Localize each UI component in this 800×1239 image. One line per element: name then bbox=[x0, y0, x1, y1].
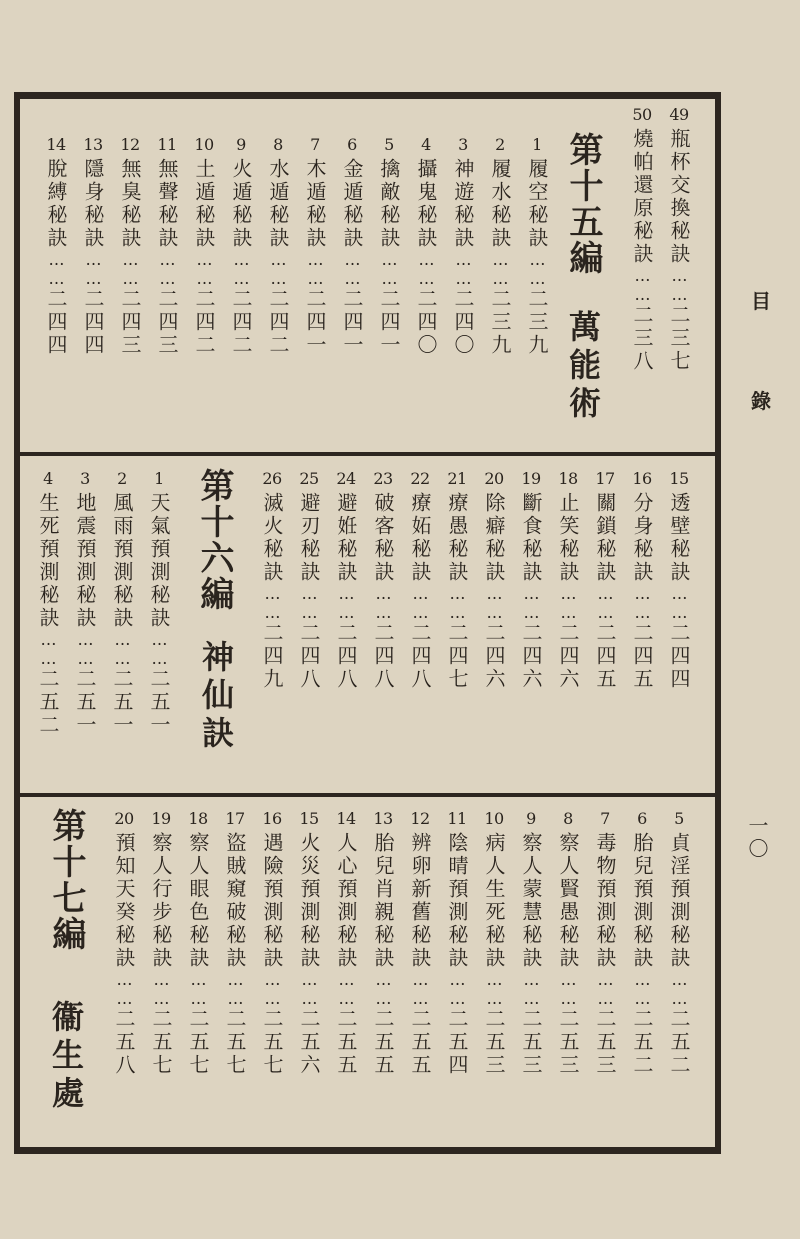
entry-title: 擒敵秘訣 bbox=[377, 158, 401, 250]
toc-entry bbox=[294, 810, 324, 1077]
entry-number: 11 bbox=[157, 135, 177, 154]
leader-dots: …… bbox=[417, 250, 436, 288]
entry-number: 12 bbox=[410, 809, 430, 828]
leader-dots: …… bbox=[232, 250, 251, 288]
entry-title: 土遁秘訣 bbox=[192, 158, 216, 250]
leader-dots: …… bbox=[522, 970, 541, 1008]
leader-dots: …… bbox=[670, 584, 689, 622]
leader-dots: …… bbox=[448, 970, 467, 1008]
entry-number: 23 bbox=[373, 469, 393, 488]
entry-title: 察人眼色秘訣 bbox=[186, 832, 210, 970]
entry-number: 10 bbox=[194, 135, 214, 154]
entry-number: 1 bbox=[532, 135, 542, 154]
leader-dots: …… bbox=[411, 970, 430, 1008]
entry-title: 斷食秘訣 bbox=[519, 492, 543, 584]
leader-dots: …… bbox=[189, 970, 208, 1008]
entry-page: 二五一 bbox=[73, 668, 97, 737]
leader-dots: …… bbox=[670, 266, 689, 304]
entry-title: 療愚秘訣 bbox=[445, 492, 469, 584]
entry-number: 2 bbox=[495, 135, 505, 154]
toc-entry bbox=[78, 136, 108, 357]
toc-entry bbox=[590, 810, 620, 1077]
entry-page: 二四〇 bbox=[414, 288, 438, 357]
leader-dots: …… bbox=[158, 250, 177, 288]
entry-page: 二五二 bbox=[667, 1008, 691, 1077]
entry-page: 二五七 bbox=[186, 1008, 210, 1077]
entry-title: 止笑秘訣 bbox=[556, 492, 580, 584]
toc-entry bbox=[146, 810, 176, 1077]
entry-page: 二四四 bbox=[44, 288, 68, 357]
entry-page: 二四一 bbox=[303, 288, 327, 357]
entry-title: 金遁秘訣 bbox=[340, 158, 364, 250]
entry-page: 二五一 bbox=[110, 668, 134, 737]
leader-dots: …… bbox=[152, 970, 171, 1008]
entry-number: 3 bbox=[80, 469, 90, 488]
entry-number: 15 bbox=[299, 809, 319, 828]
leader-dots: …… bbox=[343, 250, 362, 288]
entry-page: 二四六 bbox=[556, 622, 580, 691]
entry-number: 16 bbox=[262, 809, 282, 828]
entry-title: 胎兒肖親秘訣 bbox=[371, 832, 395, 970]
entry-page: 二五三 bbox=[519, 1008, 543, 1077]
toc-entry bbox=[331, 810, 361, 1077]
entry-number: 4 bbox=[43, 469, 53, 488]
leader-dots: …… bbox=[670, 970, 689, 1008]
leader-dots: …… bbox=[300, 970, 319, 1008]
entry-title: 生死預測秘訣 bbox=[36, 492, 60, 630]
toc-entry bbox=[664, 810, 694, 1077]
leader-dots: …… bbox=[411, 584, 430, 622]
entry-title: 辨卵新舊秘訣 bbox=[408, 832, 432, 970]
toc-entry bbox=[294, 470, 324, 691]
entry-page: 二四一 bbox=[377, 288, 401, 357]
entry-page: 二四二 bbox=[229, 288, 253, 357]
toc-entry bbox=[664, 470, 694, 691]
entry-title: 分身秘訣 bbox=[630, 492, 654, 584]
leader-dots: …… bbox=[380, 250, 399, 288]
entry-title: 無臭秘訣 bbox=[118, 158, 142, 250]
toc-entry bbox=[257, 810, 287, 1077]
toc-entry bbox=[226, 136, 256, 357]
entry-number: 5 bbox=[674, 809, 684, 828]
page-number: 一〇 bbox=[745, 815, 769, 861]
toc-entry bbox=[516, 470, 546, 691]
entry-number: 8 bbox=[563, 809, 573, 828]
entry-title: 隱身秘訣 bbox=[81, 158, 105, 250]
entry-page: 二五六 bbox=[297, 1008, 321, 1077]
toc-entry bbox=[107, 470, 137, 737]
entry-page: 二四五 bbox=[630, 622, 654, 691]
toc-entry bbox=[257, 470, 287, 691]
entry-title: 人心預測秘訣 bbox=[334, 832, 358, 970]
leader-dots: …… bbox=[115, 970, 134, 1008]
toc-entry bbox=[70, 470, 100, 737]
entry-title: 木遁秘訣 bbox=[303, 158, 327, 250]
entry-number: 7 bbox=[310, 135, 320, 154]
leader-dots: …… bbox=[633, 584, 652, 622]
toc-entry bbox=[485, 136, 515, 357]
toc-entry bbox=[405, 470, 435, 691]
entry-number: 17 bbox=[225, 809, 245, 828]
entry-page: 二四三 bbox=[155, 288, 179, 357]
entry-page: 二五三 bbox=[593, 1008, 617, 1077]
entry-title: 破客秘訣 bbox=[371, 492, 395, 584]
divider-top bbox=[14, 452, 721, 456]
entry-page: 二五二 bbox=[36, 668, 60, 737]
entry-page: 二三八 bbox=[630, 304, 654, 373]
toc-entry bbox=[553, 470, 583, 691]
entry-page: 二四九 bbox=[260, 622, 284, 691]
section16-title: 第十六編 bbox=[194, 468, 234, 612]
toc-entry bbox=[109, 810, 139, 1077]
toc-entry bbox=[664, 106, 694, 373]
leader-dots: …… bbox=[263, 584, 282, 622]
leader-dots: …… bbox=[633, 970, 652, 1008]
entry-title: 病人生死秘訣 bbox=[482, 832, 506, 970]
entry-page: 二四六 bbox=[519, 622, 543, 691]
entry-title: 避刃秘訣 bbox=[297, 492, 321, 584]
leader-dots: …… bbox=[226, 970, 245, 1008]
leader-dots: …… bbox=[337, 584, 356, 622]
leader-dots: …… bbox=[337, 970, 356, 1008]
entry-number: 9 bbox=[526, 809, 536, 828]
entry-title: 貞淫預測秘訣 bbox=[667, 832, 691, 970]
entry-page: 二三七 bbox=[667, 304, 691, 373]
toc-entry bbox=[368, 470, 398, 691]
entry-title: 脫縛秘訣 bbox=[44, 158, 68, 250]
leader-dots: …… bbox=[485, 970, 504, 1008]
toc-entry bbox=[479, 470, 509, 691]
entry-page: 二三九 bbox=[525, 288, 549, 357]
entry-page: 二四六 bbox=[482, 622, 506, 691]
toc-entry bbox=[448, 136, 478, 357]
entry-page: 二四一 bbox=[340, 288, 364, 357]
leader-dots: …… bbox=[113, 630, 132, 668]
entry-number: 7 bbox=[600, 809, 610, 828]
entry-page: 二五五 bbox=[371, 1008, 395, 1077]
entry-page: 二五八 bbox=[112, 1008, 136, 1077]
entry-number: 14 bbox=[46, 135, 66, 154]
entry-number: 13 bbox=[83, 135, 103, 154]
entry-page: 二四八 bbox=[297, 622, 321, 691]
leader-dots: …… bbox=[485, 584, 504, 622]
leader-dots: …… bbox=[374, 584, 393, 622]
section15-title: 第十五編 bbox=[563, 132, 603, 276]
entry-page: 二五一 bbox=[147, 668, 171, 737]
entry-number: 5 bbox=[384, 135, 394, 154]
toc-entry bbox=[152, 136, 182, 357]
entry-title: 盜賊窺破秘訣 bbox=[223, 832, 247, 970]
entry-title: 攝鬼秘訣 bbox=[414, 158, 438, 250]
entry-title: 預知天癸秘訣 bbox=[112, 832, 136, 970]
entry-title: 透壁秘訣 bbox=[667, 492, 691, 584]
entry-page: 二四八 bbox=[408, 622, 432, 691]
entry-title: 無聲秘訣 bbox=[155, 158, 179, 250]
entry-title: 療妬秘訣 bbox=[408, 492, 432, 584]
toc-entry bbox=[405, 810, 435, 1077]
entry-number: 25 bbox=[299, 469, 319, 488]
entry-page: 二五七 bbox=[149, 1008, 173, 1077]
section16-subtitle: 神仙訣 bbox=[197, 640, 235, 754]
leader-dots: …… bbox=[84, 250, 103, 288]
toc-entry bbox=[263, 136, 293, 357]
entry-page: 二四二 bbox=[192, 288, 216, 357]
entry-number: 18 bbox=[188, 809, 208, 828]
leader-dots: …… bbox=[596, 584, 615, 622]
entry-title: 陰晴預測秘訣 bbox=[445, 832, 469, 970]
entry-page: 二五四 bbox=[445, 1008, 469, 1077]
toc-entry bbox=[115, 136, 145, 357]
leader-dots: …… bbox=[269, 250, 288, 288]
entry-number: 2 bbox=[117, 469, 127, 488]
entry-number: 6 bbox=[347, 135, 357, 154]
leader-dots: …… bbox=[76, 630, 95, 668]
divider-bottom bbox=[14, 793, 721, 797]
toc-entry bbox=[368, 810, 398, 1077]
entry-page: 二五三 bbox=[556, 1008, 580, 1077]
entry-page: 二四七 bbox=[445, 622, 469, 691]
leader-dots: …… bbox=[559, 584, 578, 622]
toc-entry bbox=[516, 810, 546, 1077]
entry-page: 二四八 bbox=[371, 622, 395, 691]
entry-number: 20 bbox=[484, 469, 504, 488]
entry-page: 二四〇 bbox=[451, 288, 475, 357]
entry-page: 二四四 bbox=[81, 288, 105, 357]
entry-title: 關鎖秘訣 bbox=[593, 492, 617, 584]
entry-number: 4 bbox=[421, 135, 431, 154]
entry-title: 神遊秘訣 bbox=[451, 158, 475, 250]
toc-entry bbox=[411, 136, 441, 357]
toc-entry bbox=[442, 470, 472, 691]
entry-title: 天氣預測秘訣 bbox=[147, 492, 171, 630]
entry-title: 瓶杯交換秘訣 bbox=[667, 128, 691, 266]
toc-entry bbox=[374, 136, 404, 357]
leader-dots: …… bbox=[150, 630, 169, 668]
toc-entry bbox=[337, 136, 367, 357]
entry-number: 11 bbox=[447, 809, 467, 828]
toc-entry bbox=[41, 136, 71, 357]
entry-page: 二四四 bbox=[667, 622, 691, 691]
section15-subtitle: 萬能術 bbox=[564, 310, 602, 424]
leader-dots: …… bbox=[522, 584, 541, 622]
toc-entry bbox=[627, 810, 657, 1077]
entry-title: 察人蒙慧秘訣 bbox=[519, 832, 543, 970]
entry-title: 風雨預測秘訣 bbox=[110, 492, 134, 630]
entry-number: 17 bbox=[595, 469, 615, 488]
entry-page: 二四五 bbox=[593, 622, 617, 691]
entry-number: 19 bbox=[151, 809, 171, 828]
toc-entry bbox=[442, 810, 472, 1077]
entry-number: 50 bbox=[632, 105, 652, 124]
entry-title: 避姙秘訣 bbox=[334, 492, 358, 584]
leader-dots: …… bbox=[454, 250, 473, 288]
leader-dots: …… bbox=[559, 970, 578, 1008]
leader-dots: …… bbox=[121, 250, 140, 288]
leader-dots: …… bbox=[195, 250, 214, 288]
entry-title: 履水秘訣 bbox=[488, 158, 512, 250]
section17-subtitle: 衞生處 bbox=[47, 1000, 85, 1114]
toc-entry bbox=[553, 810, 583, 1077]
entry-number: 14 bbox=[336, 809, 356, 828]
toc-entry bbox=[189, 136, 219, 357]
entry-number: 20 bbox=[114, 809, 134, 828]
entry-number: 22 bbox=[410, 469, 430, 488]
entry-number: 21 bbox=[447, 469, 467, 488]
entry-title: 遇險預測秘訣 bbox=[260, 832, 284, 970]
entry-page: 二四八 bbox=[334, 622, 358, 691]
toc-entry bbox=[479, 810, 509, 1077]
entry-page: 二三九 bbox=[488, 288, 512, 357]
leader-dots: …… bbox=[491, 250, 510, 288]
toc-entry bbox=[627, 470, 657, 691]
toc-entry bbox=[220, 810, 250, 1077]
entry-title: 滅火秘訣 bbox=[260, 492, 284, 584]
leader-dots: …… bbox=[596, 970, 615, 1008]
entry-number: 10 bbox=[484, 809, 504, 828]
entry-title: 履空秘訣 bbox=[525, 158, 549, 250]
entry-page: 二五七 bbox=[260, 1008, 284, 1077]
leader-dots: …… bbox=[448, 584, 467, 622]
leader-dots: …… bbox=[528, 250, 547, 288]
entry-title: 火遁秘訣 bbox=[229, 158, 253, 250]
leader-dots: …… bbox=[39, 630, 58, 668]
toc-entry bbox=[522, 136, 552, 357]
entry-title: 察人賢愚秘訣 bbox=[556, 832, 580, 970]
entry-number: 9 bbox=[236, 135, 246, 154]
header-label-2: 錄 bbox=[751, 389, 771, 413]
entry-number: 26 bbox=[262, 469, 282, 488]
entry-number: 19 bbox=[521, 469, 541, 488]
leader-dots: …… bbox=[633, 266, 652, 304]
entry-title: 察人行步秘訣 bbox=[149, 832, 173, 970]
toc-entry bbox=[627, 106, 657, 373]
entry-page: 二五二 bbox=[630, 1008, 654, 1077]
entry-number: 18 bbox=[558, 469, 578, 488]
entry-number: 6 bbox=[637, 809, 647, 828]
entry-number: 13 bbox=[373, 809, 393, 828]
leader-dots: …… bbox=[47, 250, 66, 288]
entry-number: 8 bbox=[273, 135, 283, 154]
entry-page: 二五五 bbox=[334, 1008, 358, 1077]
entry-number: 1 bbox=[154, 469, 164, 488]
header-label: 目 bbox=[751, 289, 771, 313]
leader-dots: …… bbox=[374, 970, 393, 1008]
entry-number: 12 bbox=[120, 135, 140, 154]
entry-page: 二四三 bbox=[118, 288, 142, 357]
entry-title: 地震預測秘訣 bbox=[73, 492, 97, 630]
entry-number: 24 bbox=[336, 469, 356, 488]
entry-title: 毒物預測秘訣 bbox=[593, 832, 617, 970]
entry-title: 除癖秘訣 bbox=[482, 492, 506, 584]
toc-entry bbox=[144, 470, 174, 737]
entry-number: 16 bbox=[632, 469, 652, 488]
section17-title: 第十七編 bbox=[46, 808, 86, 952]
entry-page: 二四二 bbox=[266, 288, 290, 357]
entry-title: 胎兒預測秘訣 bbox=[630, 832, 654, 970]
toc-entry bbox=[33, 470, 63, 737]
entry-page: 二五五 bbox=[408, 1008, 432, 1077]
leader-dots: …… bbox=[263, 970, 282, 1008]
leader-dots: …… bbox=[306, 250, 325, 288]
entry-number: 49 bbox=[669, 105, 689, 124]
entry-title: 水遁秘訣 bbox=[266, 158, 290, 250]
toc-entry bbox=[300, 136, 330, 357]
toc-entry bbox=[183, 810, 213, 1077]
entry-title: 燒帕還原秘訣 bbox=[630, 128, 654, 266]
toc-entry bbox=[331, 470, 361, 691]
entry-page: 二五三 bbox=[482, 1008, 506, 1077]
entry-number: 3 bbox=[458, 135, 468, 154]
entry-page: 二五七 bbox=[223, 1008, 247, 1077]
entry-title: 火災預測秘訣 bbox=[297, 832, 321, 970]
entry-number: 15 bbox=[669, 469, 689, 488]
leader-dots: …… bbox=[300, 584, 319, 622]
toc-entry bbox=[590, 470, 620, 691]
